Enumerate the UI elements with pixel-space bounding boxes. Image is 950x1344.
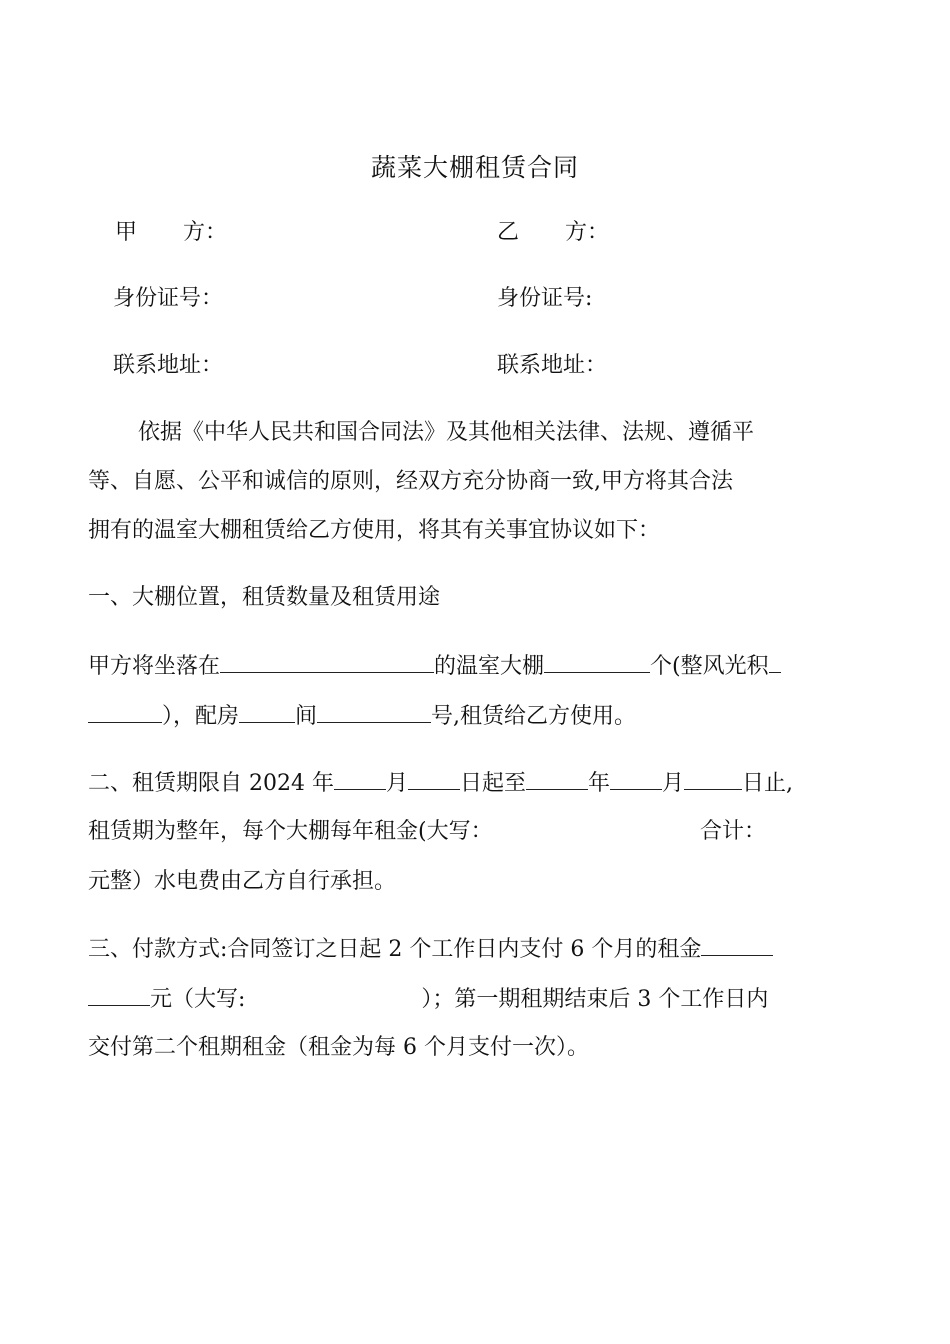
type-label: 个(整风光积 [650,654,769,679]
party-a-address-label: 联系地址： [113,353,224,378]
end-day-label: 日止, [742,771,794,796]
section-1-heading: 一、大棚位置，租赁数量及租赁用途 [88,585,441,610]
rent-total-label: 合计： [700,819,767,844]
greenhouse-count-blank [544,650,650,673]
location-prefix: 甲方将坐落在 [88,654,221,679]
section-2-line-2 [88,817,493,847]
party-b-label-char: 乙 [497,220,520,245]
term-start-label: 二、租赁期限自 2024 年 [88,771,334,796]
second-period-label: ）；第一期租期结束后 3 个工作日内 [421,987,769,1012]
room-count-blank [239,700,295,723]
party-b-id-label: 身份证号: [497,286,593,311]
room-number-blank [317,700,431,723]
end-year-blank [526,767,588,790]
section-3-line-2 [88,983,768,1015]
lease-to-b-label: 号,租赁给乙方使用。 [431,704,637,729]
intro-line-2: 等、自愿、公平和诚信的原则，经双方充分协商一致,甲方将其合法 [88,469,733,494]
type-blank [88,700,162,723]
type-blank-tail [769,650,781,673]
start-month-label: 月 [385,771,408,796]
room-unit-label: 间 [295,704,318,729]
payment-amount-blank [701,933,773,956]
section-3-line-3: 交付第二个租期租金（租金为每 6 个月支付一次）。 [88,1035,589,1060]
section-1-line-2 [88,700,636,732]
start-day-blank [408,767,460,790]
section-3-line-1 [88,933,773,965]
end-month-blank [610,767,662,790]
end-month-label: 月 [662,771,685,796]
end-day-blank [684,767,742,790]
payment-capital-label: 元（大写: [150,987,246,1012]
section-2-line-3: 元整）水电费由乙方自行承担。 [88,869,397,894]
intro-line-3: 拥有的温室大棚租赁给乙方使用，将其有关事宜协议如下： [88,518,661,543]
start-month-blank [334,767,386,790]
room-label: ），配房 [162,704,240,729]
party-a-id-label: 身份证号： [113,286,224,311]
document-title: 蔬菜大棚租赁合同 [370,153,579,182]
party-a-label [115,218,227,248]
party-a-label-char: 甲 [115,220,138,245]
start-day-label: 日起至 [460,771,527,796]
location-blank [220,650,434,673]
party-a-label-suffix: 方： [183,220,228,245]
section-2-line-1 [88,767,793,799]
party-b-label-suffix: 方： [565,220,610,245]
end-year-label: 年 [588,771,611,796]
payment-method-label: 三、付款方式:合同签订之日起 2 个工作日内支付 6 个月的租金 [88,937,702,962]
greenhouse-label: 的温室大棚 [434,654,545,679]
payment-amount-blank-cont [88,983,150,1006]
party-b-label [497,218,609,248]
party-b-address-label: 联系地址： [497,353,608,378]
intro-line-1: 依据《中华人民共和国合同法》及其他相关法律、法规、遵循平 [138,420,755,445]
section-1-line-1 [88,650,781,682]
annual-rent-label: 租赁期为整年，每个大棚每年租金(大写： [88,819,493,844]
